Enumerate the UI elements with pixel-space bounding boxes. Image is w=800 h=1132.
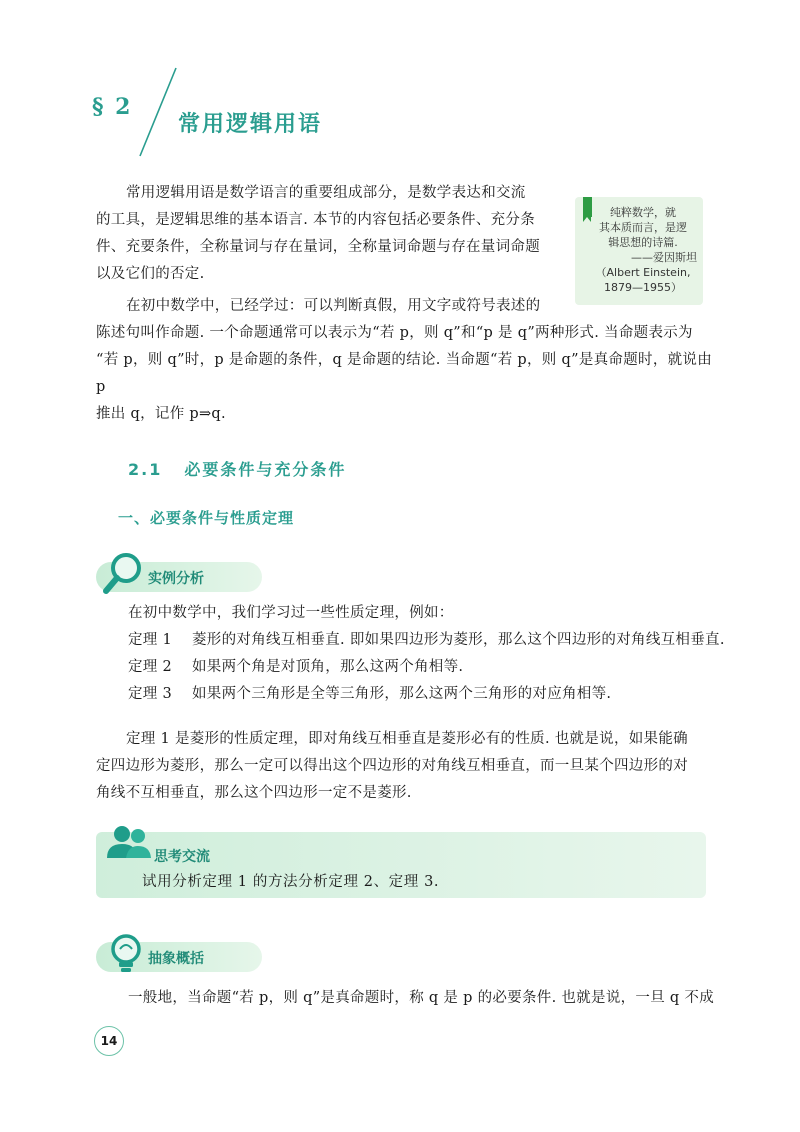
proposition-paragraph (96, 293, 716, 428)
example-analysis-tag (96, 562, 262, 592)
para-line: 陈述句叫作命题. 一个命题通常可以表示为“若 p，则 q”和“p 是 q”两种形式. 当命题表示为 (96, 325, 693, 341)
theorem-2 (128, 654, 728, 681)
margin-quote-box (575, 197, 703, 305)
quote-author-years: 1879—1955） (604, 281, 682, 294)
magnifier-icon (102, 550, 146, 596)
intro-line: 常用逻辑用语是数学语言的重要组成部分，是数学表达和交流 (126, 185, 526, 201)
theorem-text: 菱形的对角线互相垂直. 即如果四边形为菱形，那么这个四边形的对角线互相垂直. (192, 632, 725, 648)
definition-line: 一般地，当命题“若 p，则 q”是真命题时，称 q 是 p 的必要条件. 也就是说，一旦 q 不成 (128, 990, 715, 1006)
para-line: 定理 1 是菱形的性质定理，即对角线互相垂直是菱形必有的性质. 也就是说，如果能确 (126, 731, 688, 747)
topic-heading: 一、必要条件与性质定理 (118, 509, 295, 527)
subsection-heading (128, 457, 346, 480)
lightbulb-icon (106, 932, 146, 976)
para-line: 定四边形为菱形，那么一定可以得出这个四边形的对角线互相垂直，而一旦某个四边形的对 (96, 758, 688, 774)
subsection-number: 2.1 (128, 460, 163, 479)
intro-line: 的工具，是逻辑思维的基本语言. 本节的内容包括必要条件、充分条 (96, 212, 536, 228)
think-discuss-box (96, 832, 706, 898)
intro-line: 件、充要条件，全称量词与存在量词，全称量词命题与存在量词命题 (96, 239, 540, 255)
think-text: 试用分析定理 1 的方法分析定理 2、定理 3. (142, 874, 440, 890)
theorem-label: 定理 3 (128, 686, 173, 702)
explanation-paragraph (96, 726, 716, 807)
quote-line: 辑思想的诗篇. (608, 236, 678, 249)
para-line: 推出 q，记作 p⇒q. (96, 406, 226, 422)
theorem-text: 如果两个角是对顶角，那么这两个角相等. (192, 659, 464, 675)
theorem-1 (128, 627, 728, 654)
intro-paragraph (96, 180, 566, 288)
abstract-summary-tag (96, 942, 262, 972)
page-number: 14 (94, 1026, 124, 1056)
tag-label: 实例分析 (148, 571, 204, 587)
section-title: 常用逻辑用语 (178, 112, 323, 137)
para-line: “若 p，则 q”时，p 是命题的条件，q 是命题的结论. 当命题“若 p，则 q”是真命题时，就说由 p (96, 352, 713, 395)
tag-label: 抽象概括 (148, 951, 204, 967)
section-number: § 2 (92, 94, 133, 120)
intro-line: 以及它们的否定. (96, 266, 205, 282)
theorem-label: 定理 2 (128, 659, 173, 675)
think-label: 思考交流 (154, 849, 210, 865)
example-section (128, 600, 728, 708)
theorem-3 (128, 681, 728, 708)
quote-author: ——爱因斯坦 (631, 251, 697, 264)
people-icon (104, 824, 154, 860)
para-line: 在初中数学中，已经学过：可以判断真假，用文字或符号表述的 (126, 298, 541, 314)
theorem-text: 如果两个三角形是全等三角形，那么这两个三角形的对应角相等. (192, 686, 612, 702)
para-line: 角线不互相垂直，那么这个四边形一定不是菱形. (96, 785, 412, 801)
quote-line: 纯粹数学，就 (610, 206, 676, 219)
quote-author-name: （Albert Einstein, (595, 266, 691, 279)
example-intro: 在初中数学中，我们学习过一些性质定理，例如： (128, 605, 454, 621)
theorem-label: 定理 1 (128, 632, 173, 648)
quote-line: 其本质而言，是逻 (599, 221, 687, 234)
quote-text (589, 205, 697, 295)
subsection-title: 必要条件与充分条件 (184, 460, 347, 479)
